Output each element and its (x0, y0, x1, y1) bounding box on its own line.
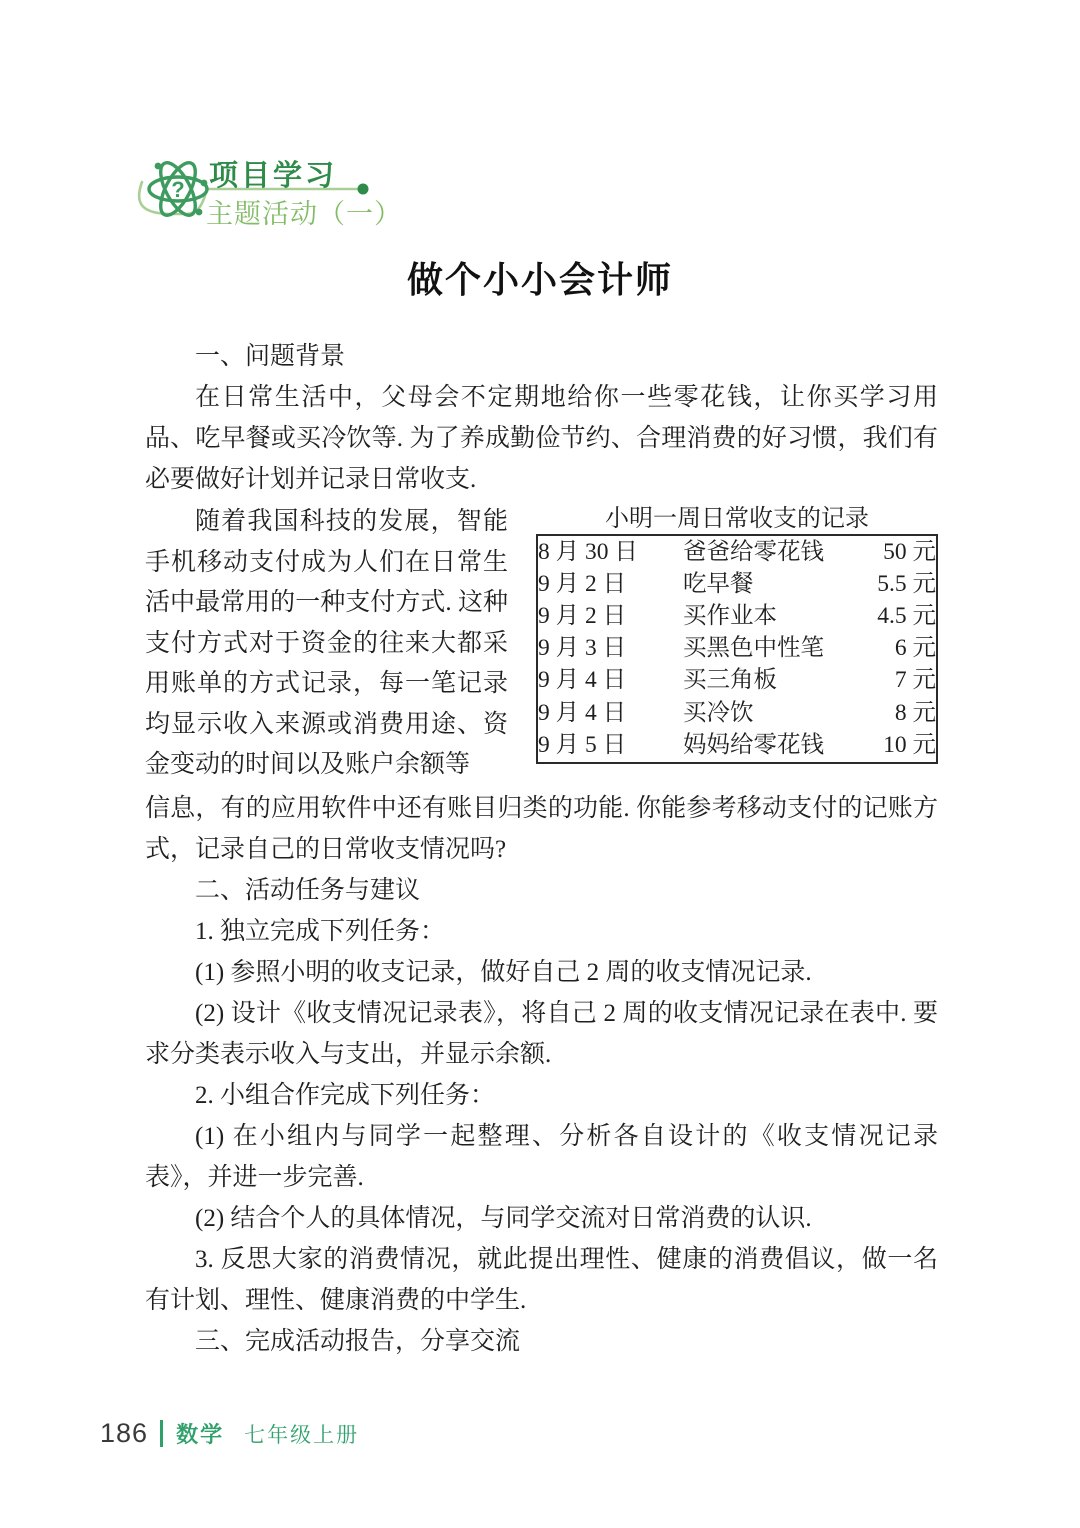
table-row (537, 633, 937, 665)
ledger-date: 9 月 2 日 (538, 603, 627, 630)
table-row (537, 665, 937, 697)
page-footer (100, 1418, 359, 1449)
page-number: 186 (100, 1418, 149, 1448)
ledger-date: 9 月 2 日 (538, 570, 627, 597)
ledger-date: 8 月 30 日 (538, 538, 638, 565)
section3-heading: 三、完成活动报告，分享交流 (195, 1327, 521, 1355)
brand-header (0, 0, 420, 260)
page-title: 做个小小会计师 (406, 259, 673, 300)
footer-divider (160, 1420, 163, 1447)
ledger-caption: 小明一周日常收支的记录 (605, 506, 869, 532)
ledger-item: 爸爸给零花钱 (683, 538, 824, 565)
brand-program-label: 项目学习 (209, 160, 338, 192)
section1-heading: 一、问题背景 (195, 343, 346, 370)
ledger-amount: 5.5 元 (877, 570, 936, 597)
task1-item1: (1) 参照小明的收支记录，做好自己 2 周的收支情况记录. (195, 958, 812, 986)
task1-item2: (2) 设计《收支情况记录表》，将自己 2 周的收支情况记录在表中. 要求分类表示收入与支出，并显示余额. (145, 999, 938, 1068)
table-row (537, 729, 937, 763)
question-mark-glyph: ? (171, 177, 185, 202)
paragraph-intro: 在日常生活中，父母会不定期地给你一些零花钱，让你买学习用品、吃早餐或买冷饮等. 为了养成勤俭节约、合理消费的好习惯，我们有必要做好计划并记录日常收支. (145, 384, 938, 493)
section2-heading: 二、活动任务与建议 (195, 876, 421, 904)
task2-item2: (2) 结合个人的具体情况，与同学交流对日常消费的认识. (195, 1204, 812, 1232)
ledger-item: 买冷饮 (683, 699, 754, 726)
ledger-amount: 8 元 (894, 699, 936, 726)
left-column (145, 502, 508, 786)
ledger-amount: 4.5 元 (877, 603, 936, 630)
ledger-amount: 7 元 (894, 667, 936, 694)
two-column-block (145, 502, 938, 786)
footer-subject: 数学 (176, 1422, 225, 1447)
table-row (537, 535, 937, 569)
table-row (537, 697, 937, 729)
table-row (537, 601, 937, 633)
table-row (537, 569, 937, 601)
paragraph-mobile-pay-cont: 信息，有的应用软件中还有账目归类的功能. 你能参考移动支付的记账方式，记录自己的日常收支情况吗? (145, 794, 938, 863)
ledger-amount: 10 元 (883, 731, 936, 758)
ledger-date: 9 月 4 日 (538, 699, 627, 726)
ledger-item: 买三角板 (683, 667, 777, 694)
paragraph-mobile-pay: 随着我国科技的发展，智能手机移动支付成为人们在日常生活中最常用的一种支付方式. 这种支付方式对于资金的往来大都采用账单的方式记录，每一笔记录均显示收入来源或消费用途、资金变动的时间以及账户余额等 (145, 508, 508, 778)
page-body (145, 336, 938, 1362)
ledger-date: 9 月 4 日 (538, 667, 627, 694)
ledger-amount: 6 元 (894, 635, 936, 662)
ledger-item: 妈妈给零花钱 (683, 731, 824, 758)
task3-heading: 3. 反思大家的消费情况，就此提出理性、健康的消费倡议，做一名有计划、理性、健康消费的中学生. (145, 1245, 938, 1314)
ledger-item: 吃早餐 (683, 570, 754, 597)
task1-heading: 1. 独立完成下列任务： (195, 917, 446, 945)
ledger-item: 买黑色中性笔 (683, 635, 824, 662)
task2-item1: (1) 在小组内与同学一起整理、分析各自设计的《收支情况记录表》，并进一步完善. (145, 1122, 938, 1191)
ledger-amount: 50 元 (883, 538, 936, 565)
ledger-item: 买作业本 (683, 603, 777, 630)
atom-question-icon (146, 150, 210, 228)
brand-activity-label: 主题活动（一） (206, 199, 402, 229)
ledger-table (536, 534, 938, 764)
right-column (536, 502, 938, 786)
footer-volume: 七年级上册 (244, 1423, 360, 1447)
task2-heading: 2. 小组合作完成下列任务： (195, 1081, 496, 1109)
ledger-date: 9 月 5 日 (538, 731, 627, 758)
ledger-date: 9 月 3 日 (538, 635, 627, 662)
